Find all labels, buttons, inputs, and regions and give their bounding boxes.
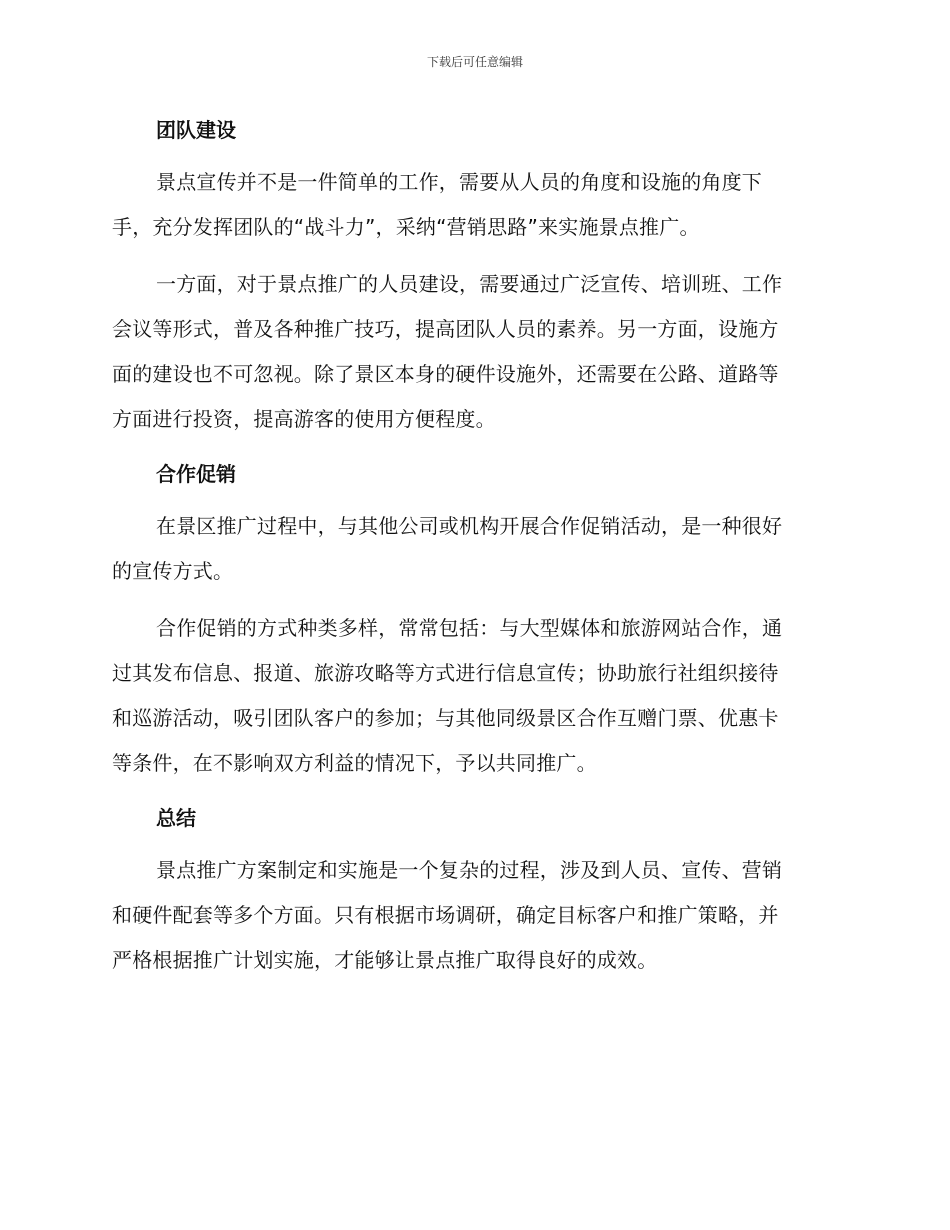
section-heading: 合作促销 [156,462,236,486]
paragraph-line: 等条件，在不影响双方利益的情况下，予以共同推广。 [112,751,597,775]
paragraph-line: 景点推广方案制定和实施是一个复杂的过程，涉及到人员、宣传、营销 [156,858,783,882]
paragraph [112,262,832,442]
paragraph-line: 和巡游活动，吸引团队客户的参加；与其他同级景区合作互赠门票、优惠卡 [112,706,779,730]
paragraph-line: 的宣传方式。 [112,559,234,583]
paragraph-line: 合作促销的方式种类多样，常常包括：与大型媒体和旅游网站合作，通 [156,616,783,640]
section-team-building [112,110,832,442]
page-header: 下载后可任意编辑 [426,55,523,69]
paragraph [112,160,832,250]
paragraph [112,606,832,786]
section-cooperative-promotion [112,454,832,786]
paragraph-line: 会议等形式，普及各种推广技巧，提高团队人员的素养。另一方面，设施方 [112,317,779,341]
section-summary [112,798,832,983]
document-body [112,110,832,995]
paragraph-line: 和硬件配套等多个方面。只有根据市场调研，确定目标客户和推广策略，并 [112,903,779,927]
paragraph [112,504,832,594]
paragraph-line: 手，充分发挥团队的“战斗力”，采纳“营销思路”来实施景点推广。 [112,215,700,239]
section-heading: 团队建设 [156,118,236,142]
paragraph-line: 景点宣传并不是一件简单的工作，需要从人员的角度和设施的角度下 [156,170,762,194]
section-heading: 总结 [156,806,196,830]
paragraph-line: 面的建设也不可忽视。除了景区本身的硬件设施外，还需要在公路、道路等 [112,362,779,386]
paragraph-line: 方面进行投资，提高游客的使用方便程度。 [112,407,496,431]
paragraph-line: 过其发布信息、报道、旅游攻略等方式进行信息宣传；协助旅行社组织接待 [112,661,779,685]
paragraph-line: 在景区推广过程中，与其他公司或机构开展合作促销活动，是一种很好 [156,514,783,538]
paragraph-line: 一方面，对于景点推广的人员建设，需要通过广泛宣传、培训班、工作 [156,272,783,296]
paragraph [112,848,832,983]
paragraph-line: 严格根据推广计划实施，才能够让景点推广取得良好的成效。 [112,948,658,972]
